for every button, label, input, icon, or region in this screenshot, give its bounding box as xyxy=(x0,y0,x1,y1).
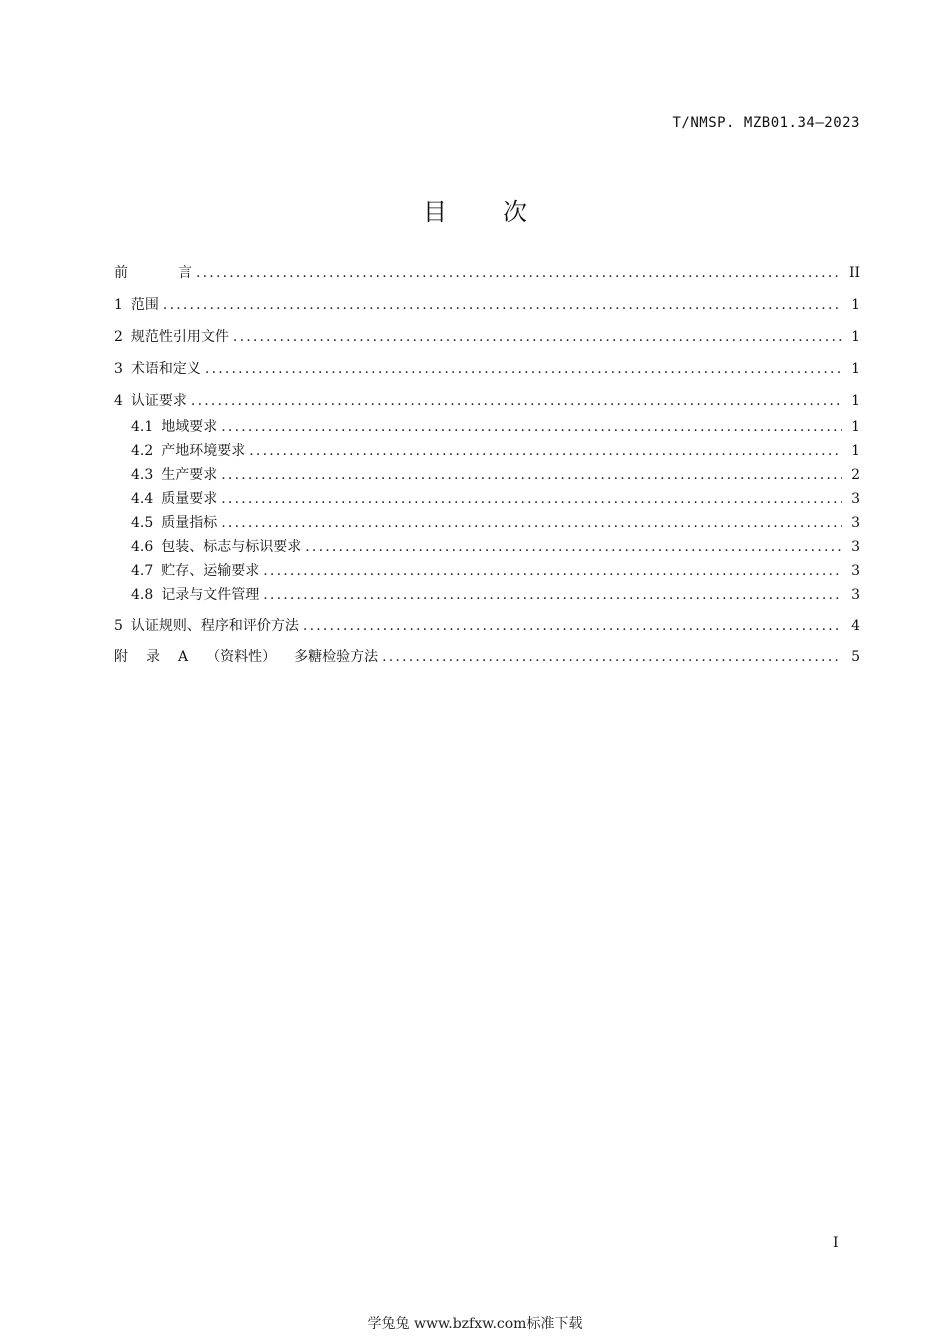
toc-entry-4-7[interactable] xyxy=(131,561,860,581)
toc-entry-terms[interactable] xyxy=(114,359,860,379)
toc-entry-number: 附 xyxy=(114,649,128,665)
toc-entry-title: 包装、标志与标识要求 xyxy=(161,539,302,555)
toc-entry-number: 4.3 xyxy=(131,467,154,483)
appendix-type: （资料性） xyxy=(206,649,277,665)
toc-entry-page: 1 xyxy=(851,443,860,459)
dot-leader xyxy=(221,513,842,533)
toc-entry-page: 1 xyxy=(851,393,860,409)
title-char-2: 次 xyxy=(503,198,527,226)
toc-entry-page: 3 xyxy=(851,515,860,531)
dot-leader xyxy=(263,585,842,605)
dot-leader xyxy=(196,263,842,283)
toc-entry-title: 术语和定义 xyxy=(130,361,201,377)
appendix-title: 多糖检验方法 xyxy=(294,649,379,665)
toc-entry-page: 1 xyxy=(851,329,860,345)
toc-entry-normative-references[interactable] xyxy=(114,327,860,347)
toc-entry-4-8[interactable] xyxy=(131,585,860,605)
toc-entry-4-2[interactable] xyxy=(131,441,860,461)
footer-watermark: 学兔兔 www.bzfxw.com标准下载 xyxy=(367,1316,583,1332)
toc-entry-page: 3 xyxy=(851,539,860,555)
toc-entry-title: 贮存、运输要求 xyxy=(161,563,260,579)
toc-entry-page: 1 xyxy=(851,419,860,435)
toc-entry-4-1[interactable] xyxy=(131,417,860,437)
toc-entry-4-4[interactable] xyxy=(131,489,860,509)
toc-entry-title: 记录与文件管理 xyxy=(161,587,260,603)
toc-entry-scope[interactable] xyxy=(114,295,860,315)
dot-leader xyxy=(249,441,842,461)
toc-entry-page: 1 xyxy=(851,297,860,313)
toc-entry-number: 5 xyxy=(114,618,123,634)
toc-entry-number: 4.4 xyxy=(131,491,154,507)
toc-entry-number: 4.6 xyxy=(131,539,154,555)
toc-entry-certification-requirements[interactable] xyxy=(114,391,860,411)
page-number: I xyxy=(833,1235,839,1251)
toc-entry-page: 5 xyxy=(851,649,860,665)
toc-entry-title: 生产要求 xyxy=(161,467,218,483)
dot-leader xyxy=(263,561,842,581)
dot-leader xyxy=(221,465,842,485)
toc-entry-page: 3 xyxy=(851,491,860,507)
dot-leader xyxy=(221,417,842,437)
toc-entry-4-6[interactable] xyxy=(131,537,860,557)
toc-entry-page: 3 xyxy=(851,563,860,579)
dot-leader xyxy=(163,295,842,315)
toc-entry-number: 1 xyxy=(114,297,123,313)
appendix-letter: A xyxy=(178,649,189,665)
toc-entry-title: 地域要求 xyxy=(161,419,218,435)
dot-leader xyxy=(233,327,842,347)
toc-entry-4-5[interactable] xyxy=(131,513,860,533)
toc-entry-title: 范围 xyxy=(130,297,159,313)
dot-leader xyxy=(382,647,842,667)
toc-entry-4-3[interactable] xyxy=(131,465,860,485)
toc-entry-number: 4.5 xyxy=(131,515,154,531)
toc-entry-number: 4.2 xyxy=(131,443,154,459)
toc-entry-number: 2 xyxy=(114,329,123,345)
toc-entry-foreword[interactable] xyxy=(114,263,860,283)
title-char-1: 目 xyxy=(423,198,447,226)
toc-entry-title: 规范性引用文件 xyxy=(130,329,229,345)
toc-entry-page: 4 xyxy=(851,618,860,634)
dot-leader xyxy=(305,537,842,557)
toc-entry-number: 前 xyxy=(114,265,128,281)
document-code: T/NMSP. MZB01.34—2023 xyxy=(672,115,860,131)
toc-entry-appendix-a[interactable] xyxy=(114,647,860,667)
toc-entry-title: 认证规则、程序和评价方法 xyxy=(130,618,299,634)
page-title xyxy=(0,192,950,227)
toc-entry-title: 录 xyxy=(146,649,160,665)
toc-entry-number: 4.8 xyxy=(131,587,154,603)
toc-entry-page: II xyxy=(848,265,860,281)
toc-entry-page: 2 xyxy=(851,467,860,483)
dot-leader xyxy=(303,616,842,636)
toc-entry-number: 4.1 xyxy=(131,419,154,435)
toc-entry-number: 3 xyxy=(114,361,123,377)
toc-entry-title: 质量要求 xyxy=(161,491,218,507)
dot-leader xyxy=(191,391,842,411)
toc-entry-number: 4 xyxy=(114,393,123,409)
toc-entry-number: 4.7 xyxy=(131,563,154,579)
toc-entry-title: 产地环境要求 xyxy=(161,443,246,459)
dot-leader xyxy=(221,489,842,509)
toc-entry-title: 质量指标 xyxy=(161,515,218,531)
toc-entry-page: 3 xyxy=(851,587,860,603)
toc-entry-title: 言 xyxy=(178,265,192,281)
dot-leader xyxy=(205,359,842,379)
toc-entry-certification-rules[interactable] xyxy=(114,616,860,636)
toc-entry-page: 1 xyxy=(851,361,860,377)
toc-entry-title: 认证要求 xyxy=(130,393,187,409)
